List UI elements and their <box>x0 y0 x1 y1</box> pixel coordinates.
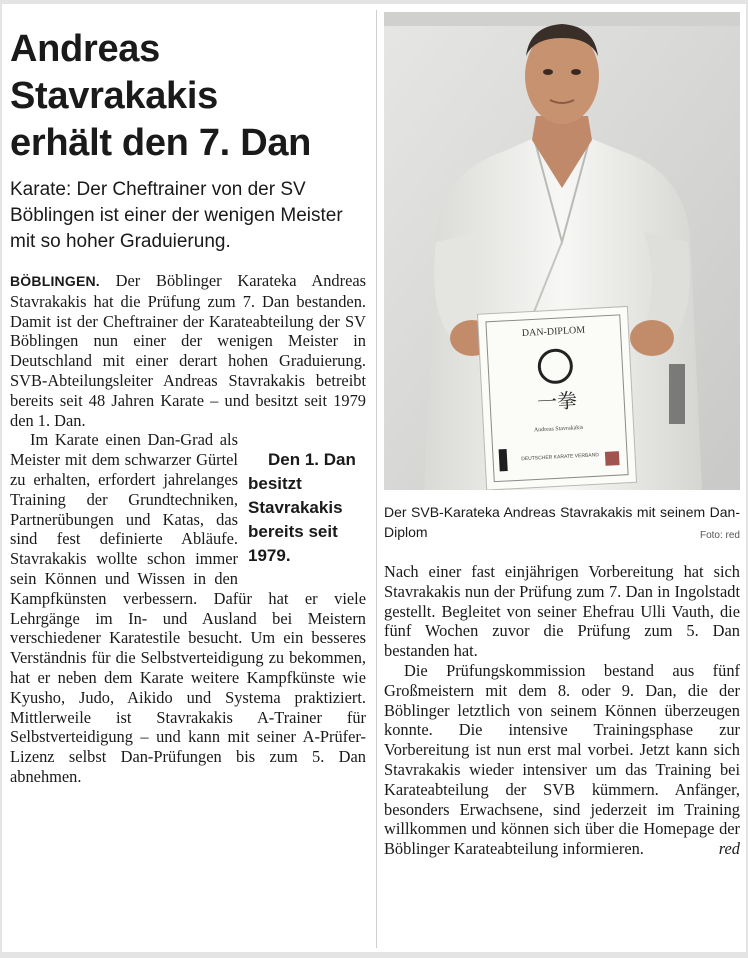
paragraph-2 <box>10 430 366 786</box>
caption-text: Der SVB-Karateka Andreas Stavrakakis mit seinem Dan-Diplom <box>384 504 740 540</box>
lead-paragraph: Karate: Der Cheftrainer von der SV Böblingen ist einer der wenigen Meister mit so hoher Graduierung. <box>10 179 343 252</box>
paragraph-2-text: Im Karate einen Dan-Grad als Meister mit dem schwarzer Gürtel zu erhalten, erfordert jahrelanges Training der Grundtechniken, Partnerübungen und Katas, das sind fest definierte Abläufe. Stavrakakis wollte schon immer sein Können und Wissen in den Kampfkünsten verbessern. Dafür hat er viele Lehrgänge im In- und Ausland bei Meistern verschiedener Karatestile besucht. Um ein besseres Verständnis für die Selbstverteidigung zu bekommen, hat er neben dem Karate weitere Kampfkünste wie Kyusho, Judo, Aikido und Systema praktiziert. Mittlerweile ist Stavrakakis A-Trainer für Selbstverteidigung – und kann mit seiner A-Prüfer-Lizenz selbst Dan-Prüfungen bis zum 5. Dan abnehmen. <box>10 430 366 786</box>
left-column <box>10 26 366 787</box>
paragraph-1-text: Der Böblinger Karateka Andreas Stavrakakis hat die Prüfung zum 7. Dan bestanden. Damit ist der Cheftrainer der Karateabteilung der SV Böblingen nun einer der wenigen Meister in Deutschland mit einer derart hohen Graduierung. SVB-Abteilungsleiter Andreas Stavrakakis betreibt bereits seit 48 Jahren Karate – und besitzt seit 1979 den 1. Dan. <box>10 271 366 430</box>
photo-credit: Foto: red <box>699 530 740 541</box>
pull-quote: Den 1. Dan besitzt Stavrakakis bereits seit 1979. <box>248 450 356 566</box>
author-signature: red <box>718 839 740 859</box>
dateline: BÖBLINGEN. <box>10 273 100 289</box>
photo-caption <box>384 502 740 542</box>
paragraph-3: Nach einer fast einjährigen Vorbereitung hat sich Stavrakakis nun der Prüfung zum 7. Dan in Ingolstadt gestellt. Begleitet von seiner Ehefrau Ulli Vauth, die fünf Wochen zuvor die Prüfung zum 5. Dan bestanden hat. <box>384 562 740 661</box>
right-column <box>384 12 740 859</box>
headline <box>10 26 366 167</box>
paragraph-4-text: Die Prüfungskommission bestand aus fünf Großmeistern mit dem 8. oder 9. Dan, die der Böblinger letztlich von seinem Können überzeugen konnte. Die intensive Trainingsphase zur Vorbereitung ist nun erst mal vorbei. Jetzt kann sich Stavrakakis wieder intensiver um das Training bei Karateabteilung der SVB kümmern. Anfänger, besonders Erwachsene, sind jederzeit im Training willkommen und können sich über die Homepage der Böblinger Karateabteilung informieren. <box>384 660 740 859</box>
headline-line-2: Stavrakakis <box>10 75 218 117</box>
column-divider <box>376 10 377 948</box>
paragraph-4 <box>384 661 740 859</box>
diploma-org: DEUTSCHER KARATE VERBAND <box>521 452 600 463</box>
svg-text:一拳: 一拳 <box>536 388 578 415</box>
diploma-name: Andreas Stavrakakis <box>533 424 584 434</box>
diploma-title: DAN-DIPLOM <box>521 324 586 340</box>
article-photo <box>384 12 740 490</box>
headline-line-1: Andreas <box>10 28 160 70</box>
article-body-left <box>10 271 366 787</box>
article-body-right <box>384 562 740 859</box>
newspaper-clipping <box>2 4 746 952</box>
paragraph-1 <box>10 271 366 430</box>
headline-line-3: erhält den 7. Dan <box>10 122 312 164</box>
